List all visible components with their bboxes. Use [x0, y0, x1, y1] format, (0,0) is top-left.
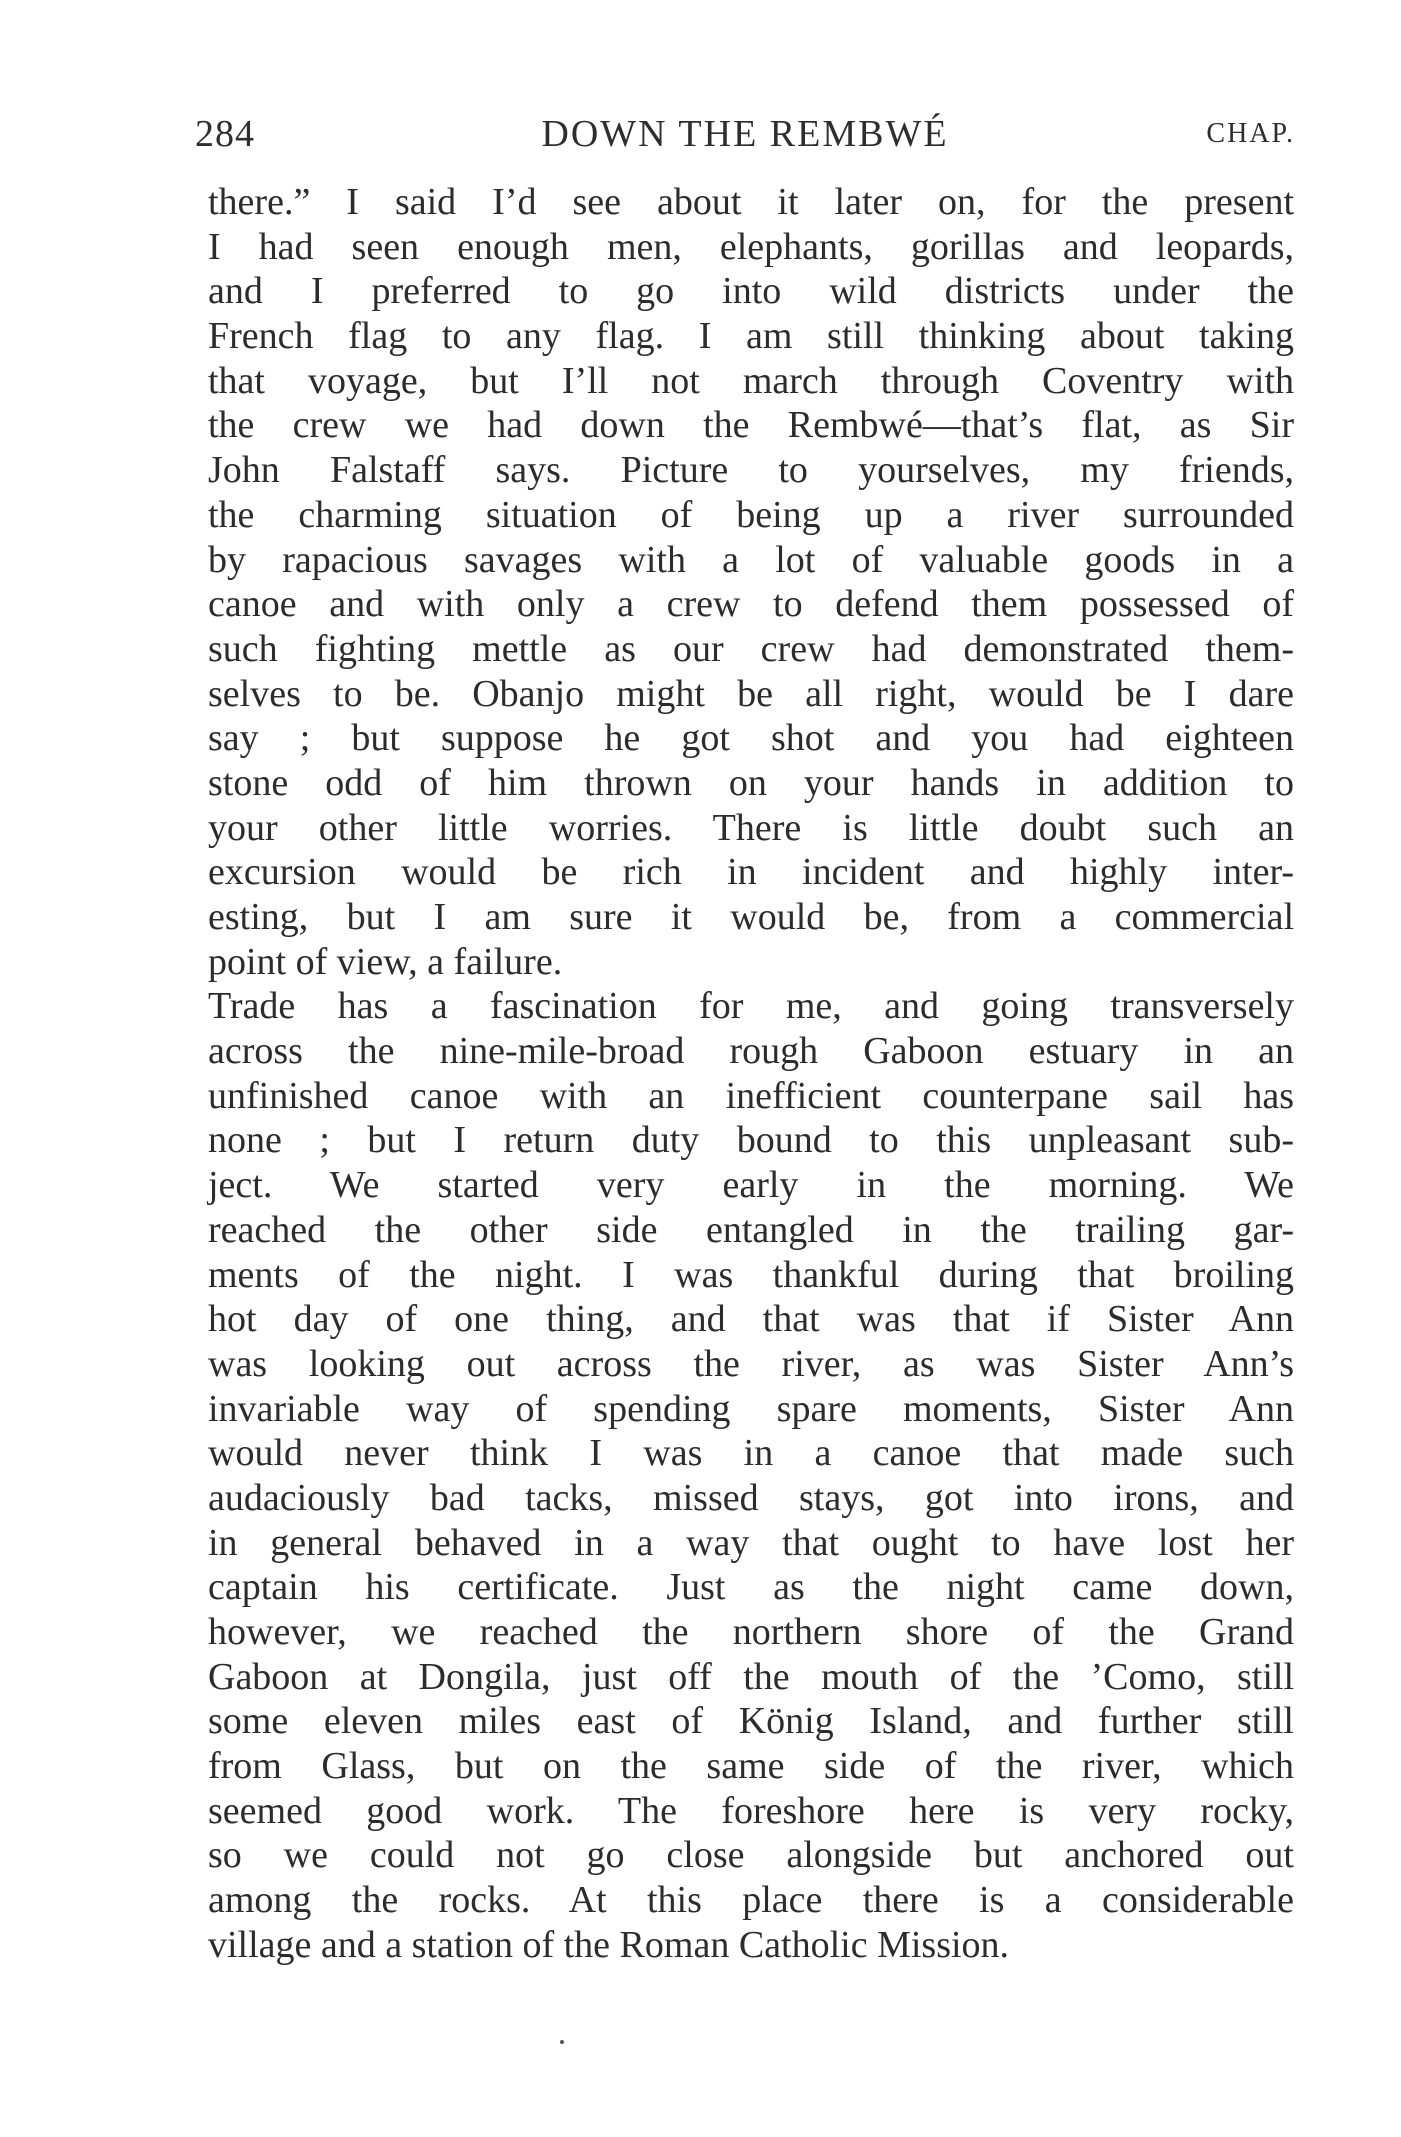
text-line: unfinished canoe with an inefficient counterpane sail has [208, 1074, 1294, 1117]
book-title: DOWN THE REMBWÉ [541, 113, 949, 155]
paragraph [208, 180, 1294, 984]
text-line: from Glass, but on the same side of the river, which [208, 1745, 1294, 1788]
text-line: the charming situation of being up a river surrounded [208, 493, 1294, 536]
page-speck [560, 2040, 564, 2044]
text-line: some eleven miles east of König Island, and further still [208, 1700, 1294, 1743]
text-line: such fighting mettle as our crew had demonstrated them- [208, 627, 1294, 670]
text-line: captain his certificate. Just as the night came down, [208, 1566, 1294, 1609]
text-line: the crew we had down the Rembwé—that’s flat, as Sir [208, 404, 1294, 447]
text-line: John Falstaff says. Picture to yourselves, my friends, [208, 449, 1294, 492]
text-line: and I preferred to go into wild districts under the [208, 270, 1294, 313]
text-line: that voyage, but I’ll not march through Coventry with [208, 359, 1294, 402]
text-line: however, we reached the northern shore of the Grand [208, 1611, 1294, 1653]
text-line: esting, but I am sure it would be, from a commercial [208, 896, 1294, 938]
text-line: your other little worries. There is little doubt such an [208, 806, 1294, 849]
running-header [195, 112, 1295, 162]
text-line: there.” I said I’d see about it later on, for the present [208, 181, 1294, 223]
page-number: 284 [195, 113, 255, 155]
text-line: audaciously bad tacks, missed stays, got into irons, and [208, 1476, 1294, 1519]
text-line: was looking out across the river, as was Sister Ann’s [208, 1342, 1294, 1385]
text-line: reached the other side entangled in the trailing gar- [208, 1208, 1294, 1251]
text-line: point of view, a failure. [208, 940, 563, 983]
text-line: hot day of one thing, and that was that if Sister Ann [208, 1298, 1294, 1341]
text-line: selves to be. Obanjo might be all right, would be I dare [208, 672, 1294, 715]
text-line: invariable way of spending spare moments, Sister Ann [208, 1387, 1294, 1430]
text-line: canoe and with only a crew to defend them possessed of [208, 583, 1294, 626]
text-line: Gaboon at Dongila, just off the mouth of the ’Como, still [208, 1655, 1294, 1698]
text-line: among the rocks. At this place there is a considerable [208, 1879, 1294, 1922]
text-line: excursion would be rich in incident and highly inter- [208, 851, 1294, 894]
body-text [208, 180, 1294, 1968]
text-line: Trade has a fascination for me, and going transversely [208, 985, 1294, 1028]
text-line: across the nine-mile-broad rough Gaboon estuary in an [208, 1030, 1294, 1073]
paragraph [208, 984, 1294, 1967]
chapter-label: CHAP. [1206, 118, 1295, 149]
text-line: I had seen enough men, elephants, gorillas and leopards, [208, 225, 1294, 268]
text-line: French flag to any flag. I am still thinking about taking [208, 315, 1294, 358]
text-line: seemed good work. The foreshore here is very rocky, [208, 1789, 1294, 1832]
text-line: ments of the night. I was thankful during that broiling [208, 1253, 1294, 1296]
text-line: ject. We started very early in the morning. We [208, 1164, 1294, 1207]
text-line: none ; but I return duty bound to this unpleasant sub- [208, 1119, 1294, 1162]
text-line: village and a station of the Roman Catholic Mission. [208, 1923, 1010, 1966]
text-line: by rapacious savages with a lot of valuable goods in a [208, 538, 1294, 581]
text-line: in general behaved in a way that ought to have lost her [208, 1521, 1294, 1564]
text-line: would never think I was in a canoe that made such [208, 1432, 1294, 1475]
text-line: stone odd of him thrown on your hands in addition to [208, 761, 1294, 804]
text-line: say ; but suppose he got shot and you had eighteen [208, 717, 1294, 760]
text-line: so we could not go close alongside but anchored out [208, 1834, 1294, 1877]
